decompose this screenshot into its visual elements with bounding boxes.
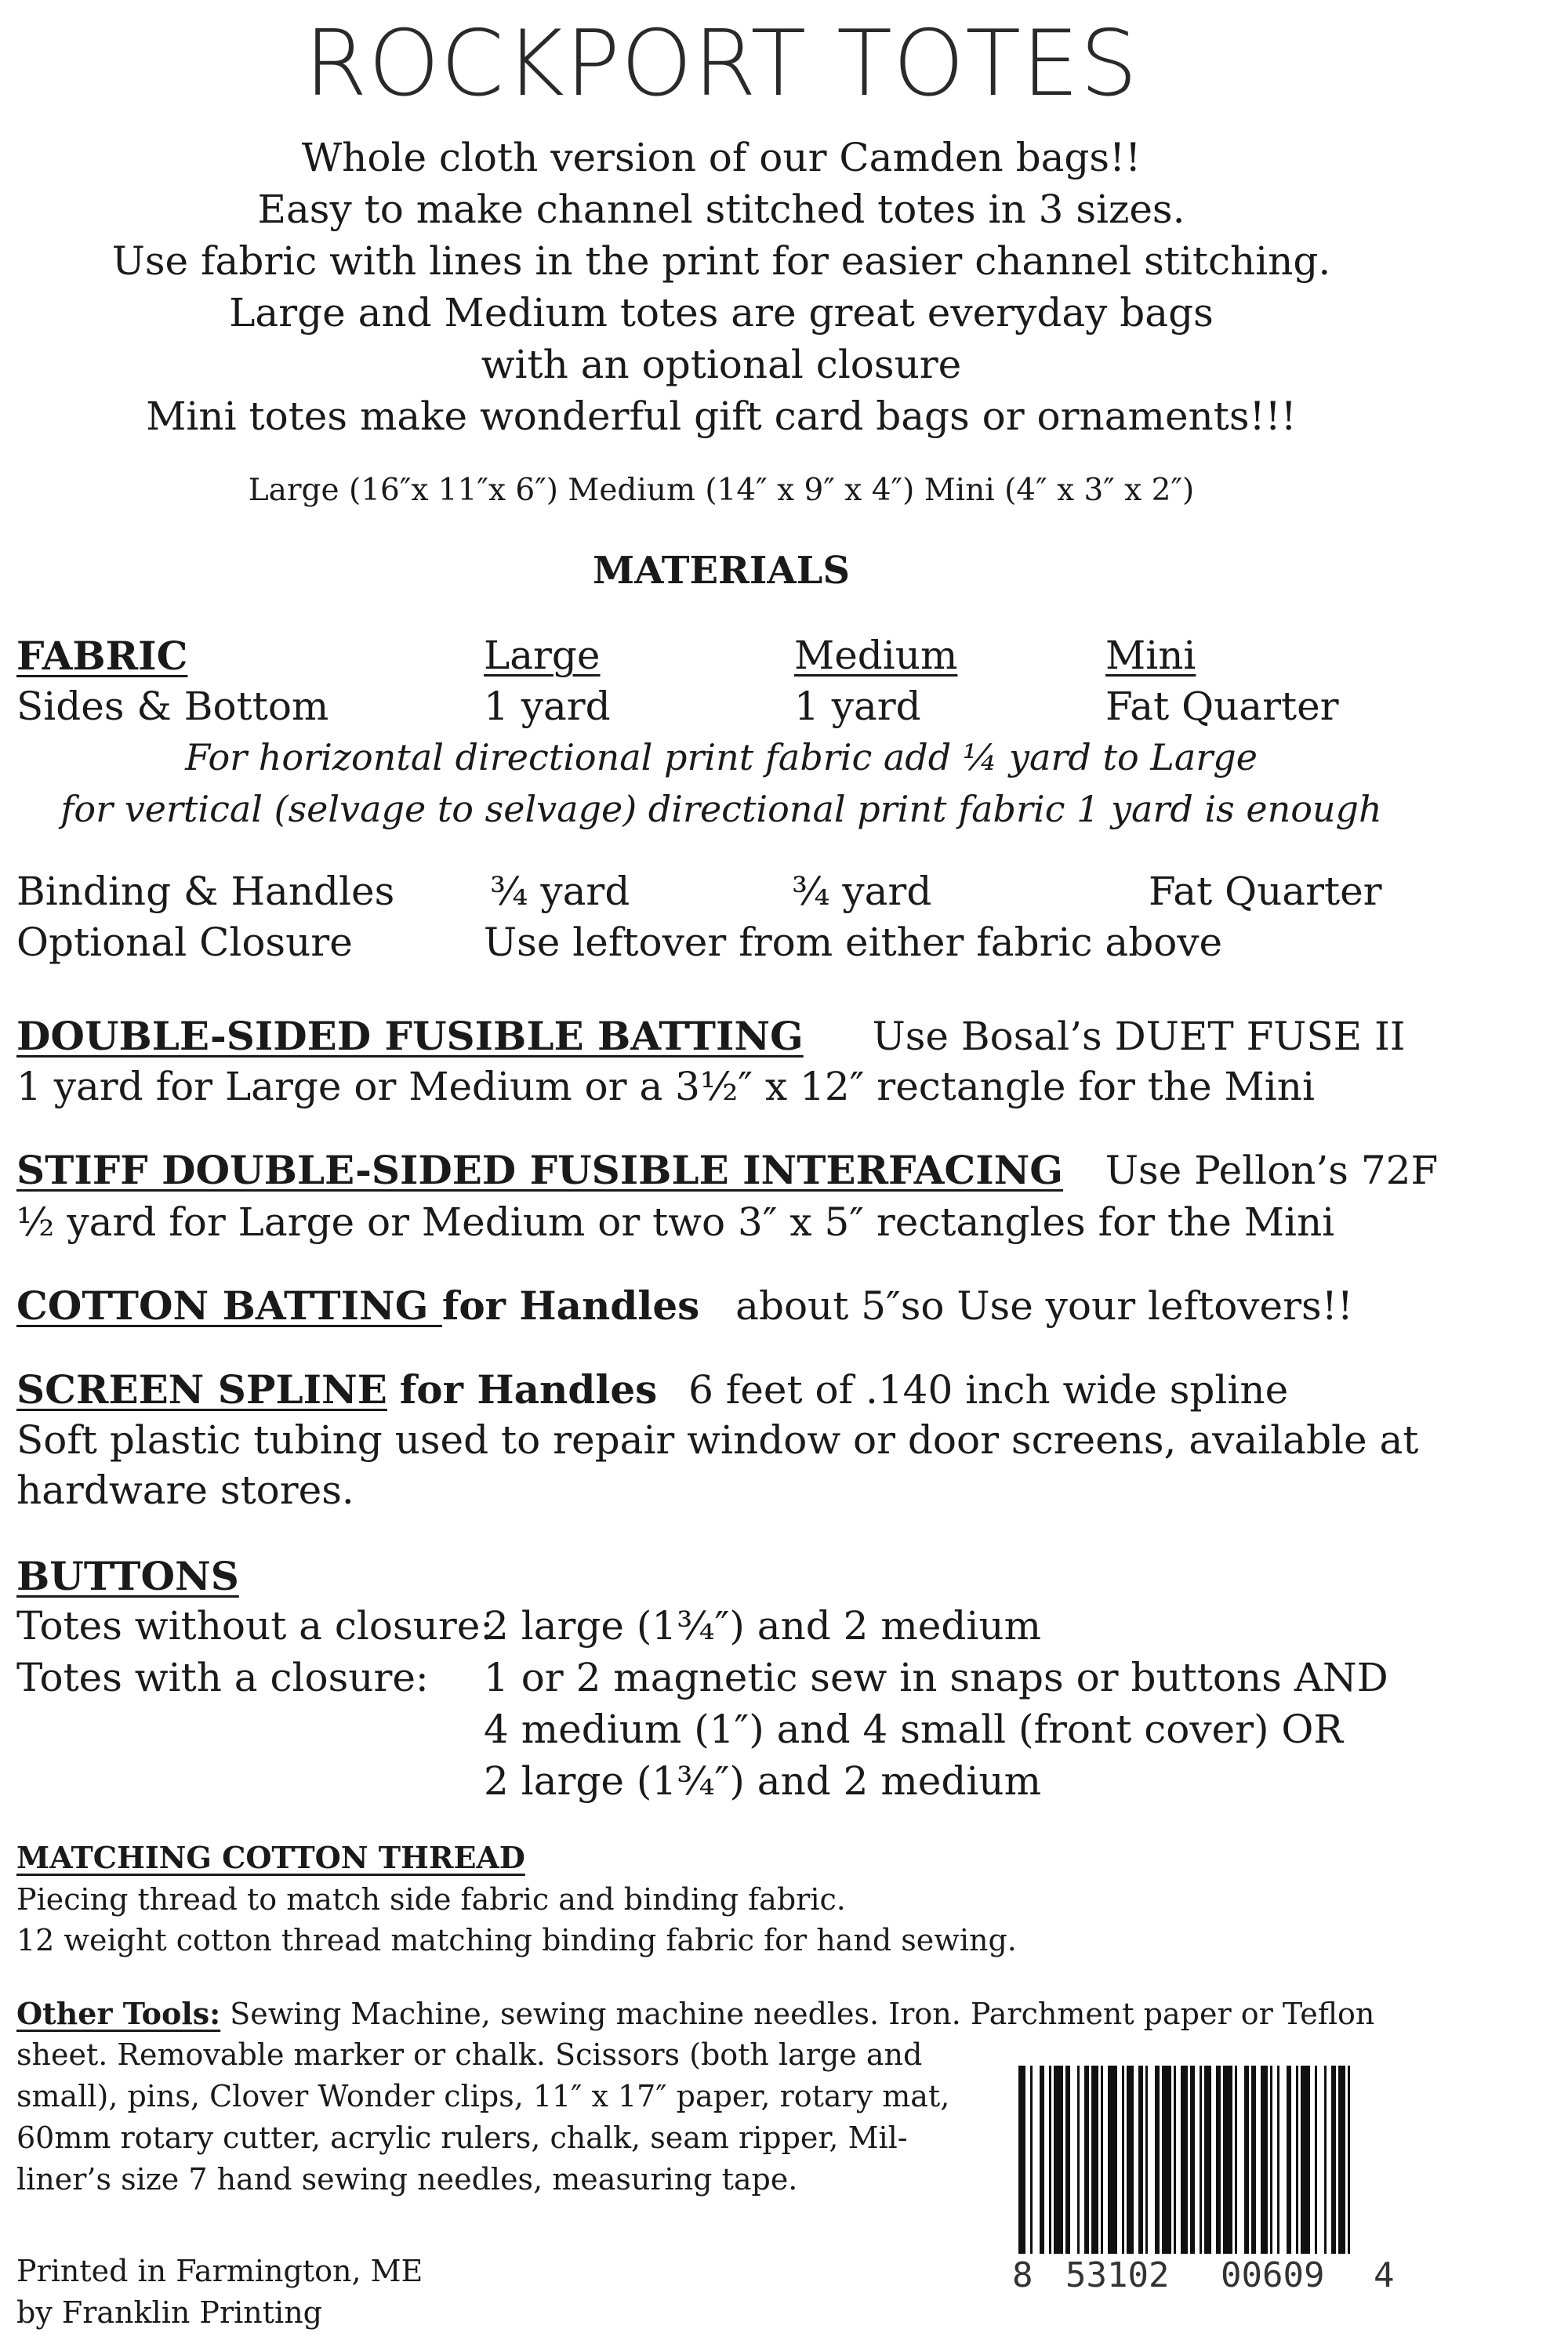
- binding-handles-label: Binding & Handles: [16, 869, 395, 914]
- barcode-bar: [1190, 2066, 1195, 2254]
- fabric-heading: FABRIC: [16, 633, 188, 679]
- barcode-bar: [1216, 2066, 1221, 2254]
- tools-line: small), pins, Clover Wonder clips, 11″ x 17″ paper, rotary mat,: [16, 2079, 950, 2113]
- intro-line: Easy to make channel stitched totes in 3 sizes.: [257, 187, 1185, 232]
- barcode-group-right: 00609: [1218, 2255, 1327, 2295]
- tools-heading: Other Tools:: [16, 1996, 221, 2031]
- barcode-bar: [1338, 2066, 1345, 2254]
- barcode-bar: [1204, 2066, 1211, 2254]
- barcode-group-left: 53102: [1062, 2255, 1172, 2295]
- barcode-bar: [1174, 2066, 1176, 2254]
- barcode: [1014, 2066, 1406, 2302]
- barcode-bar: [1296, 2066, 1298, 2254]
- barcode-bar: [1200, 2066, 1202, 2254]
- intro-text: [0, 132, 1443, 442]
- intro-line: with an optional closure: [481, 342, 962, 387]
- batting-section: [16, 1013, 1406, 1059]
- barcode-bar: [1049, 2066, 1051, 2254]
- spline-section: [16, 1366, 1288, 1413]
- barcode-bar: [1108, 2066, 1117, 2254]
- intro-line: Mini totes make wonderful gift card bags or ornaments!!!: [146, 394, 1297, 439]
- cotton-batting-section: [16, 1282, 1353, 1329]
- barcode-bar: [1277, 2066, 1279, 2254]
- barcode-bar: [1030, 2066, 1033, 2254]
- barcode-bar: [1054, 2066, 1063, 2254]
- intro-line: Use fabric with lines in the print for easier channel stitching.: [111, 238, 1331, 284]
- barcode-bar: [1077, 2066, 1080, 2254]
- with-closure-label: Totes with a closure:: [16, 1655, 429, 1700]
- binding-large-value: ¾ yard: [490, 869, 630, 914]
- tools-line: 60mm rotary cutter, acrylic rulers, chalk, seam ripper, Mil-: [16, 2121, 908, 2155]
- spline-for: for Handles: [399, 1366, 658, 1413]
- barcode-bar: [1244, 2066, 1249, 2254]
- spline-description: Soft plastic tubing used to repair window or door screens, available at: [16, 1417, 1419, 1463]
- page-title: ROCKPORT TOTES: [303, 11, 1139, 117]
- without-closure-label: Totes without a closure:: [16, 1603, 494, 1649]
- thread-heading: MATCHING COTTON THREAD: [16, 1840, 525, 1875]
- binding-medium-value: ¾ yard: [792, 869, 932, 914]
- barcode-digit-first: 8: [1009, 2255, 1036, 2295]
- barcode-bar: [1251, 2066, 1256, 2254]
- with-closure-line: 2 large (1¾″) and 2 medium: [484, 1758, 1041, 1804]
- interfacing-product: Use Pellon’s 72F: [1105, 1148, 1439, 1193]
- barcode-bar: [1162, 2066, 1171, 2254]
- sides-medium-value: 1 yard: [794, 684, 921, 729]
- interfacing-detail: ½ yard for Large or Medium or two 3″ x 5″ rectangles for the Mini: [16, 1199, 1335, 1245]
- sides-mini-value: Fat Quarter: [1105, 684, 1339, 729]
- thread-line: Piecing thread to match side fabric and binding fabric.: [16, 1882, 846, 1917]
- barcode-bar: [1235, 2066, 1237, 2254]
- spline-detail: 6 feet of .140 inch wide spline: [688, 1367, 1289, 1413]
- printed-location: Printed in Farmington, ME: [16, 2254, 423, 2288]
- cotton-batting-detail: about 5″so Use your leftovers!!: [735, 1283, 1353, 1329]
- interfacing-section: [16, 1147, 1438, 1193]
- barcode-bar: [1127, 2066, 1134, 2254]
- barcode-bar: [1065, 2066, 1070, 2254]
- thread-line: 12 weight cotton thread matching binding fabric for hand sewing.: [16, 1923, 1017, 1957]
- spline-heading: SCREEN SPLINE: [16, 1366, 387, 1413]
- fabric-note-horizontal: For horizontal directional print fabric add ¼ yard to Large: [185, 736, 1258, 778]
- barcode-bar: [1287, 2066, 1291, 2254]
- barcode-bar: [1084, 2066, 1089, 2254]
- buttons-heading: BUTTONS: [16, 1553, 239, 1599]
- sides-bottom-label: Sides & Bottom: [16, 684, 329, 729]
- with-closure-line: 4 medium (1″) and 4 small (front cover) OR: [484, 1707, 1344, 1752]
- with-closure-line: 1 or 2 magnetic sew in snaps or buttons AND: [484, 1655, 1388, 1700]
- barcode-digits: [1014, 2255, 1406, 2295]
- without-closure-value: 2 large (1¾″) and 2 medium: [484, 1603, 1041, 1649]
- barcode-bar: [1348, 2066, 1350, 2254]
- barcode-bar: [1122, 2066, 1124, 2254]
- barcode-bar: [1091, 2066, 1098, 2254]
- batting-detail: 1 yard for Large or Medium or a 3½″ x 12″ rectangle for the Mini: [16, 1064, 1315, 1109]
- interfacing-heading: STIFF DOUBLE-SIDED FUSIBLE INTERFACING: [16, 1147, 1064, 1193]
- tools-first-line: [16, 1996, 1374, 2031]
- column-medium: Medium: [794, 633, 958, 678]
- barcode-bar: [1018, 2066, 1025, 2254]
- batting-product: Use Bosal’s DUET FUSE II: [872, 1014, 1406, 1059]
- tools-line: liner’s size 7 hand sewing needles, measuring tape.: [16, 2162, 798, 2197]
- optional-closure-label: Optional Closure: [16, 920, 353, 965]
- barcode-digit-last: 4: [1370, 2255, 1398, 2295]
- barcode-bar: [1155, 2066, 1160, 2254]
- barcode-bar: [1270, 2066, 1272, 2254]
- batting-heading: DOUBLE-SIDED FUSIBLE BATTING: [16, 1013, 804, 1059]
- cotton-batting-heading: COTTON BATTING: [16, 1282, 442, 1329]
- materials-heading: MATERIALS: [592, 549, 851, 593]
- sides-large-value: 1 yard: [484, 684, 611, 729]
- tools-line: sheet. Removable marker or chalk. Scissors (both large and: [16, 2037, 923, 2072]
- spline-description-end: hardware stores.: [16, 1467, 354, 1513]
- barcode-bar: [1261, 2066, 1268, 2254]
- barcode-bar: [1315, 2066, 1317, 2254]
- intro-line: Large and Medium totes are great everyday bags: [229, 290, 1214, 336]
- barcode-bar: [1145, 2066, 1148, 2254]
- barcode-bars: [1014, 2066, 1406, 2254]
- binding-mini-value: Fat Quarter: [1149, 869, 1382, 914]
- tools-text: Sewing Machine, sewing machine needles. Iron. Parchment paper or Teflon: [220, 1997, 1375, 2031]
- barcode-bar: [1101, 2066, 1103, 2254]
- barcode-bar: [1301, 2066, 1310, 2254]
- barcode-bar: [1331, 2066, 1336, 2254]
- intro-line: Whole cloth version of our Camden bags!!: [301, 135, 1142, 180]
- column-large: Large: [484, 633, 601, 678]
- column-mini: Mini: [1105, 633, 1196, 678]
- size-dimensions: Large (16″x 11″x 6″) Medium (14″ x 9″ x 4″) Mini (4″ x 3″ x 2″): [248, 473, 1195, 508]
- barcode-bar: [1040, 2066, 1044, 2254]
- cotton-batting-for: for Handles: [441, 1282, 700, 1329]
- barcode-bar: [1138, 2066, 1143, 2254]
- optional-closure-value: Use leftover from either fabric above: [484, 920, 1223, 965]
- barcode-bar: [1324, 2066, 1327, 2254]
- fabric-note-vertical: for vertical (selvage to selvage) directional print fabric 1 yard is enough: [60, 788, 1382, 830]
- printer-name: by Franklin Printing: [16, 2295, 323, 2330]
- barcode-bar: [1181, 2066, 1188, 2254]
- barcode-bar: [1223, 2066, 1232, 2254]
